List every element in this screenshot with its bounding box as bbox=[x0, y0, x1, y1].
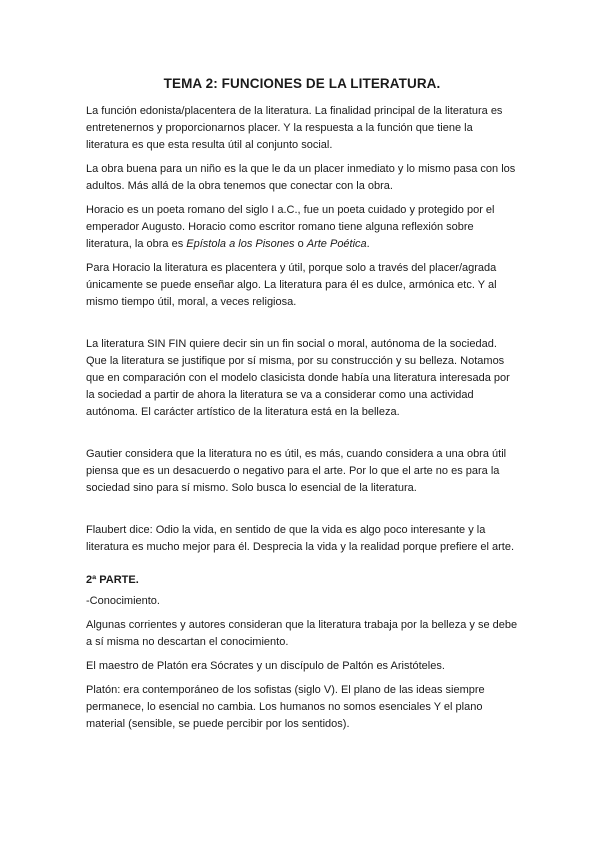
part2-heading: 2ª PARTE. bbox=[86, 574, 139, 586]
paragraph-conocimiento: -Conocimiento. bbox=[86, 595, 160, 607]
paragraph-corrientes: Algunas corrientes y autores consideran que la literatura trabaja por la belleza y se debe a sí misma no descartan el conocimiento. bbox=[86, 619, 518, 648]
horacio-text: Horacio es un poeta romano del siglo I a.C., fue un poeta cuidado y protegido por el emperador Augusto. Horacio como escritor romano tiene alguna reflexión sobre literatura, la obra es bbox=[86, 204, 495, 250]
work-epistola: Epístola a los Pisones bbox=[186, 238, 295, 250]
paragraph-horacio bbox=[86, 202, 518, 253]
document-page bbox=[86, 76, 518, 740]
page-title: TEMA 2: FUNCIONES DE LA LITERATURA. bbox=[163, 76, 441, 91]
paragraph-platon: Platón: era contemporáneo de los sofistas (siglo V). El plano de las ideas siempre permanece, lo esencial no cambia. Los humanos no somos esenciales Y el plano material (sensible, se puede percibir por los sentidos). bbox=[86, 684, 485, 730]
paragraph-gautier: Gautier considera que la literatura no es útil, es más, cuando considera a una obra útil piensa que es un desacuerdo o negativo para el arte. Por lo que el arte no es para la sociedad sino para sí mismo. Solo busca lo esencial de la literatura. bbox=[86, 448, 507, 494]
horacio-end: . bbox=[366, 238, 370, 250]
paragraph-flaubert: Flaubert dice: Odio la vida, en sentido de que la vida es algo poco interesante y la literatura es mucho mejor para él. Desprecia la vida y la realidad porque prefiere el arte. bbox=[86, 524, 514, 553]
paragraph-sin-fin: La literatura SIN FIN quiere decir sin un fin social o moral, autónoma de la sociedad. Que la literatura se justifique por sí misma, por su construcción y su belleza. Notamos que en comparación con el modelo clasicista donde había una literatura interesada por la sociedad a partir de ahora la literatura se va a considerar como una actividad autónoma. El carácter artístico de la literatura está en la belleza. bbox=[86, 338, 510, 418]
work-arte-poetica: Arte Poética bbox=[306, 238, 367, 250]
paragraph-function-hedonist: La función edonista/placentera de la literatura. La finalidad principal de la literatura es entretenernos y proporcionarnos placer. Y la respuesta a la función que tiene la literatura es que esta resulta útil al conjunto social. bbox=[86, 105, 503, 151]
paragraph-horacio-useful: Para Horacio la literatura es placentera y útil, porque solo a través del placer/agrada únicamente se puede enseñar algo. La literatura para él es dulce, armónica etc. Y al mismo tiempo útil, moral, a veces religiosa. bbox=[86, 262, 497, 308]
work-separator: o bbox=[294, 238, 307, 250]
paragraph-platon-maestro: El maestro de Platón era Sócrates y un discípulo de Paltón es Aristóteles. bbox=[86, 660, 445, 672]
paragraph-good-work: La obra buena para un niño es la que le da un placer inmediato y lo mismo pasa con los adultos. Más allá de la obra tenemos que conectar con la obra. bbox=[86, 163, 516, 192]
